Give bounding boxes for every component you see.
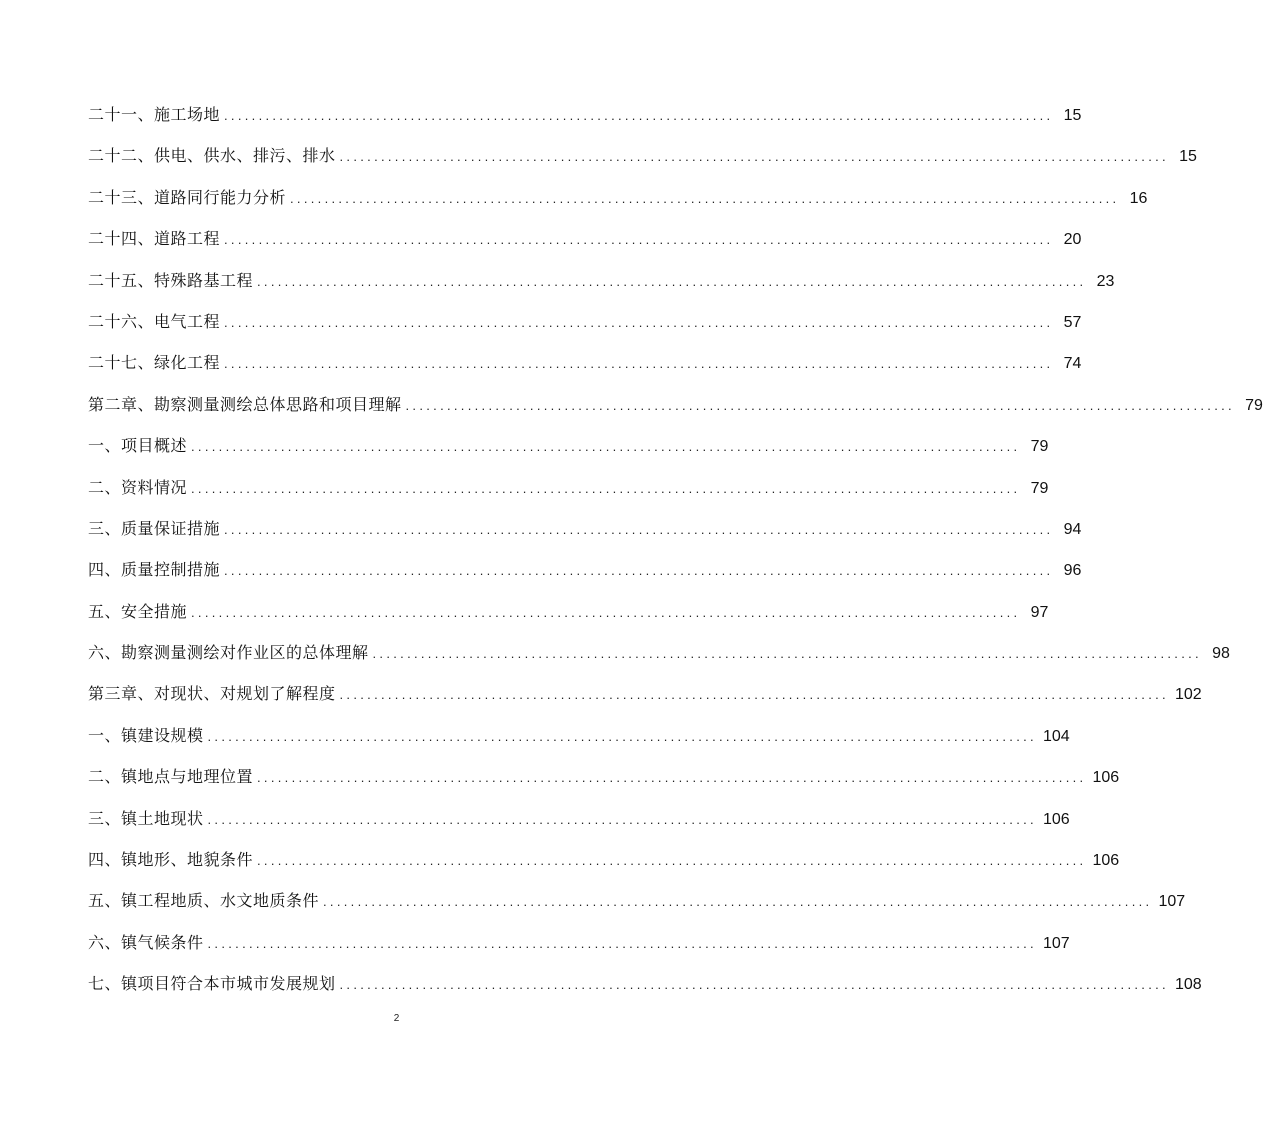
toc-entry[interactable] [88,922,1070,963]
toc-dot-leader: ........................................................................................................................ [224,232,1054,248]
toc-dot-leader: ........................................................................................................................ [191,480,1021,496]
toc-entry-title: 一、项目概述 [88,436,188,456]
toc-entry[interactable] [88,508,1082,549]
toc-entry-title: 三、质量保证措施 [88,518,221,538]
table-of-contents [88,94,1263,1005]
toc-entry-title: 二十一、施工场地 [88,105,221,124]
toc-entry-title: 四、质量控制措施 [88,560,221,580]
toc-entry[interactable] [88,880,1186,921]
toc-entry-title: 六、勘察测量测绘对作业区的总体理解 [88,643,369,663]
toc-entry-title: 第二章、勘察测量测绘总体思路和项目理解 [88,394,402,414]
toc-entry-page: 23 [1096,272,1115,290]
toc-entry-page: 15 [1179,148,1197,166]
toc-entry-page: 108 [1174,976,1202,994]
toc-dot-leader: ........................................................................................................................ [224,521,1054,537]
toc-entry-title: 四、镇地形、地貌条件 [88,850,254,870]
toc-entry-page: 79 [1030,438,1049,456]
toc-entry[interactable] [88,839,1120,880]
toc-entry[interactable] [88,632,1230,673]
toc-entry-page: 106 [1092,769,1120,787]
toc-entry-page: 79 [1245,396,1263,414]
toc-entry[interactable] [88,135,1197,176]
toc-entry[interactable] [88,756,1120,797]
toc-dot-leader: ........................................................................................................................ [224,563,1054,579]
toc-entry[interactable] [88,715,1070,756]
toc-entry[interactable] [88,591,1049,632]
toc-dot-leader: ........................................................................................................................ [224,108,1054,123]
toc-entry-page: 57 [1063,313,1082,331]
toc-entry-page: 96 [1063,562,1082,580]
toc-entry-title: 六、镇气候条件 [88,932,204,952]
toc-entry[interactable] [88,963,1202,1004]
toc-entry-page: 104 [1042,727,1070,745]
toc-entry[interactable] [88,301,1082,342]
toc-dot-leader: ........................................................................................................................ [191,604,1021,620]
toc-entry[interactable] [88,384,1263,425]
toc-dot-leader: ........................................................................................................................ [207,935,1037,951]
toc-entry-page: 20 [1063,231,1082,249]
toc-entry-title: 二十四、道路工程 [88,229,221,249]
toc-entry-title: 二十三、道路同行能力分析 [88,187,287,207]
toc-entry-title: 七、镇项目符合本市城市发展规划 [88,974,336,994]
toc-dot-leader: ........................................................................................................................ [339,687,1169,703]
toc-dot-leader: ........................................................................................................................ [339,149,1169,165]
toc-entry-page: 94 [1063,520,1082,538]
toc-entry-title: 三、镇土地现状 [88,808,204,828]
toc-dot-leader: ........................................................................................................................ [191,439,1021,455]
toc-entry[interactable] [88,549,1082,590]
toc-entry[interactable] [88,218,1082,259]
toc-dot-leader: ........................................................................................................................ [323,894,1153,910]
toc-entry-page: 106 [1042,810,1070,828]
toc-entry[interactable] [88,425,1049,466]
toc-entry-title: 五、安全措施 [88,601,188,621]
toc-entry-page: 106 [1092,852,1120,870]
toc-dot-leader: ........................................................................................................................ [224,356,1054,372]
toc-entry-page: 107 [1042,934,1070,952]
toc-entry-title: 五、镇工程地质、水文地质条件 [88,891,320,911]
toc-entry-page: 97 [1030,603,1049,621]
toc-entry[interactable] [88,673,1202,714]
toc-entry-page: 74 [1063,355,1082,373]
toc-dot-leader: ........................................................................................................................ [372,646,1202,662]
page-number: 2 [393,1013,400,1024]
toc-entry[interactable] [88,467,1049,508]
toc-entry-title: 二十五、特殊路基工程 [88,270,254,290]
toc-entry[interactable] [88,94,1082,135]
toc-entry-title: 二、资料情况 [88,477,188,497]
toc-entry-title: 二、镇地点与地理位置 [88,767,254,787]
toc-dot-leader: ........................................................................................................................ [207,728,1037,744]
toc-entry[interactable] [88,177,1148,218]
toc-entry-title: 第三章、对现状、对规划了解程度 [88,684,336,704]
toc-dot-leader: ........................................................................................................................ [224,314,1054,330]
toc-dot-leader: ........................................................................................................................ [339,977,1169,993]
toc-entry[interactable] [88,260,1115,301]
toc-entry[interactable] [88,342,1082,383]
toc-entry-page: 15 [1063,107,1082,124]
toc-entry-page: 16 [1129,189,1148,207]
toc-dot-leader: ........................................................................................................................ [257,770,1087,786]
toc-entry-page: 79 [1030,479,1049,497]
toc-entry-title: 二十七、绿化工程 [88,353,221,373]
toc-entry-page: 107 [1158,893,1186,911]
toc-entry-title: 一、镇建设规模 [88,725,204,745]
toc-entry-page: 102 [1174,686,1202,704]
toc-dot-leader: ........................................................................................................................ [290,190,1120,206]
toc-entry[interactable] [88,798,1070,839]
toc-entry-title: 二十二、供电、供水、排污、排水 [88,146,336,166]
toc-dot-leader: ........................................................................................................................ [207,811,1037,827]
toc-dot-leader: ........................................................................................................................ [405,397,1235,413]
toc-entry-title: 二十六、电气工程 [88,311,221,331]
toc-dot-leader: ........................................................................................................................ [257,853,1087,869]
toc-entry-page: 98 [1212,645,1230,663]
toc-dot-leader: ........................................................................................................................ [257,273,1087,289]
